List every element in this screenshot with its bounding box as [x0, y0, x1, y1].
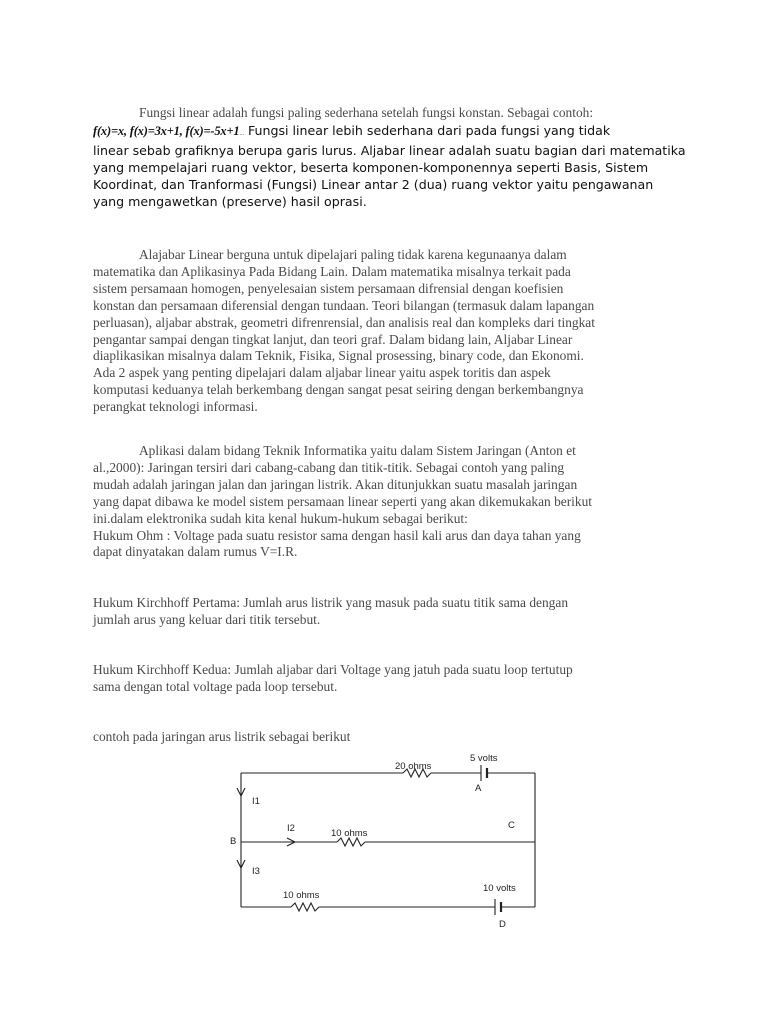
label-v-top: 5 volts	[470, 753, 498, 764]
p2-line: matematika dan Aplikasinya Pada Bidang Lain. Dalam matematika misalnya terkait pada	[93, 263, 571, 279]
paragraph-1	[93, 105, 686, 210]
p3-line: Aplikasi dalam bidang Teknik Informatika yaitu dalam Sistem Jaringan (Anton et	[139, 443, 576, 458]
p3-line: yang dapat dibawa ke model sistem persamaan linear seperti yang akan dikemukakan berikut	[93, 493, 592, 509]
p3-line: mudah adalah jaringan jalan dan jaringan listrik. Akan ditunjukkan suatu masalah jaringan	[93, 476, 578, 492]
paragraph-3	[93, 443, 683, 561]
p2-line: sistem persamaan homogen, penyelesaian sistem persamaan difrensial dengan koefisien	[93, 280, 564, 296]
label-r-bottom: 10 ohms	[283, 890, 320, 901]
label-i3: I3	[252, 866, 260, 877]
p2-line: perangkat teknologi informasi.	[93, 399, 258, 415]
p1-line-4: yang mempelajari ruang vektor, beserta komponen-komponennya seperti Basis, Sistem	[93, 159, 649, 175]
label-node-b: B	[230, 836, 237, 847]
p3-line: ini.dalam elektronika sudah kita kenal hukum-hukum sebagai berikut:	[93, 510, 468, 526]
p2-line: pengantar sampai dengan tingkat lanjut, dan teori graf. Dalam bidang lain, Aljabar Linear	[93, 331, 573, 347]
formula-ellipsis: ...	[239, 130, 244, 137]
label-node-d: D	[499, 919, 506, 930]
paragraph-2	[93, 247, 683, 416]
p2-line: komputasi keduanya telah berkembang dengan sangat pesat seiring dengan berkembangnya	[93, 382, 584, 398]
p1-line-3: linear sebab grafiknya berupa garis lurus. Aljabar linear adalah suatu bagian dari matematika	[93, 142, 686, 158]
p1-line-2	[93, 123, 683, 143]
p1-line-6: yang mengawetkan (preserve) hasil oprasi.	[93, 193, 367, 209]
label-node-c: C	[508, 820, 515, 831]
p1-line-2-text: Fungsi linear lebih sederhana dari pada fungsi yang tidak	[243, 122, 611, 138]
p2-line: perluasan), aljabar abstrak, geometri difrenrensial, dan analisis real dan kompleks dari tingkat	[93, 314, 595, 330]
p1-line-5: Koordinat, dan Tranformasi (Fungsi) Linear antar 2 (dua) ruang vektor yaitu pengawanan	[93, 176, 654, 192]
ohm-law-line: Hukum Ohm : Voltage pada suatu resistor sama dengan hasil kali arus dan daya tahan yang	[93, 527, 581, 543]
p5-line: Hukum Kirchhoff Kedua: Jumlah aljabar dari Voltage yang jatuh pada suatu loop tertutup	[93, 662, 573, 677]
kirchhoff-second-law	[93, 662, 683, 696]
p4-line: Hukum Kirchhoff Pertama: Jumlah arus listrik yang masuk pada suatu titik sama dengan	[93, 595, 569, 610]
circuit-diagram	[225, 750, 545, 930]
label-r-mid: 10 ohms	[331, 828, 368, 839]
p4-line: jumlah arus yang keluar dari titik tersebut.	[93, 611, 321, 627]
p2-line: konstan dan persamaan diferensial dengan tundaan. Teori bilangan (termasuk dalam lapangan	[93, 297, 595, 313]
resistor-bottom	[291, 903, 319, 911]
label-node-a: A	[475, 783, 482, 794]
label-r-top: 20 ohms	[395, 761, 432, 772]
p2-line: Ada 2 aspek yang penting dipelajari dalam aljabar linear yaitu aspek toritis dan aspek	[93, 365, 551, 381]
formula-examples: f(x)=x, f(x)=3x+1, f(x)=-5x+1	[93, 123, 240, 138]
kirchhoff-first-law	[93, 595, 683, 629]
p1-line-1: Fungsi linear adalah fungsi paling sederhana setelah fungsi konstan. Sebagai contoh:	[139, 105, 594, 120]
label-v-bottom: 10 volts	[483, 883, 516, 894]
label-i1: I1	[252, 796, 260, 807]
label-i2: I2	[287, 823, 295, 834]
p5-line: sama dengan total voltage pada loop tersebut.	[93, 678, 338, 694]
resistor-mid	[337, 838, 365, 846]
p2-line: Alajabar Linear berguna untuk dipelajari paling tidak karena kegunaanya dalam	[139, 247, 567, 262]
p3-line: al.,2000): Jaringan tersiri dari cabang-cabang dan titik-titik. Sebagai contoh yang paling	[93, 459, 565, 475]
p2-line: diaplikasikan misalnya dalam Teknik, Fisika, Signal prosessing, binary code, dan Ekonomi.	[93, 348, 584, 364]
circuit-intro	[93, 729, 683, 746]
circuit-intro-line: contoh pada jaringan arus listrik sebagai berikut	[93, 729, 351, 744]
ohm-law-formula-line: dapat dinyatakan dalam rumus V=I.R.	[93, 544, 298, 560]
